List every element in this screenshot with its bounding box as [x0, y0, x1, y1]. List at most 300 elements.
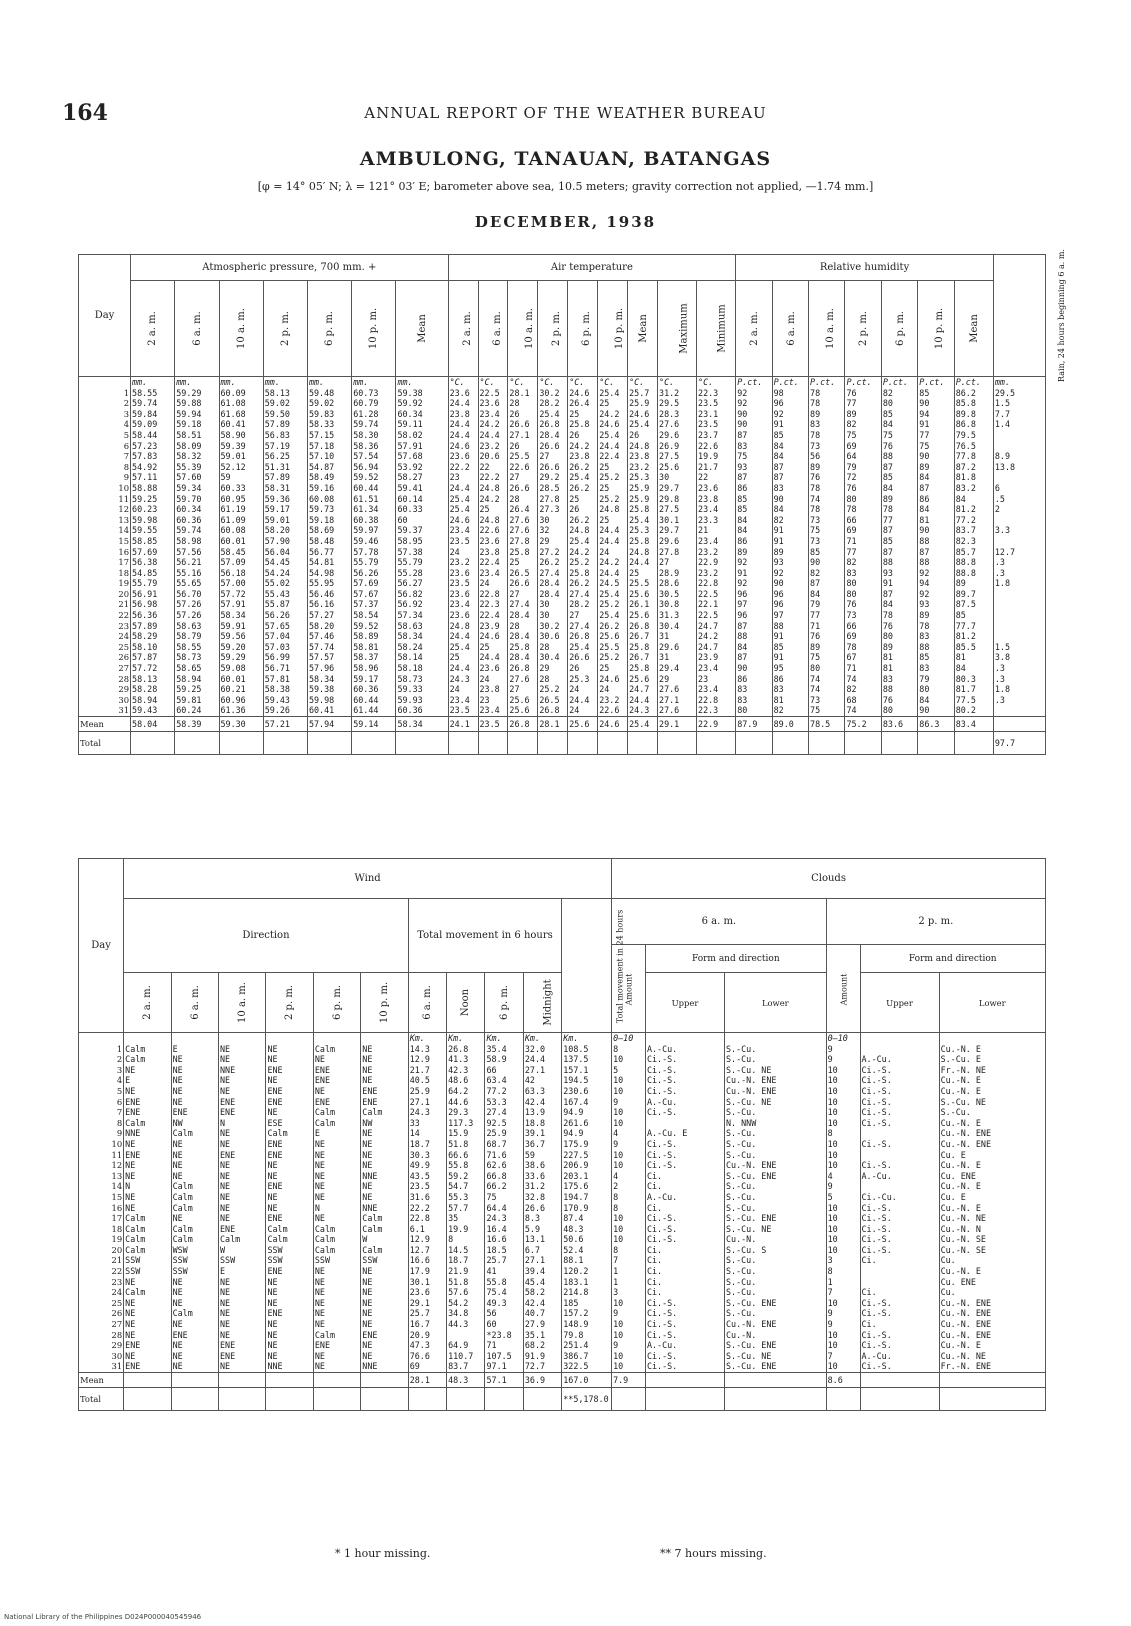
value-cell: 28.4: [508, 652, 538, 663]
value-cell: 25.5: [628, 578, 658, 589]
value-cell: 86: [736, 483, 772, 494]
direction-header: Direction: [124, 899, 409, 973]
value-cell: 74: [809, 494, 845, 505]
table-row: [79, 599, 1046, 610]
mean-cell: 24.6: [598, 717, 628, 732]
value-cell: S.-Cu.: [725, 1054, 827, 1065]
value-cell: ENE: [313, 1097, 360, 1108]
value-cell: 10: [612, 1086, 646, 1097]
value-cell: NE: [313, 1308, 360, 1319]
value-cell: 28.3: [658, 409, 697, 420]
value-cell: 60.95: [219, 494, 263, 505]
value-cell: 59.16: [307, 483, 351, 494]
value-cell: 54.98: [307, 568, 351, 579]
value-cell: 88: [772, 621, 808, 632]
value-cell: NE: [171, 1213, 218, 1224]
value-cell: 55.79: [396, 557, 448, 568]
unit-cell: Km.: [562, 1033, 612, 1044]
value-cell: 81: [918, 515, 954, 526]
table-row: [79, 1086, 1046, 1097]
value-cell: 120.2: [562, 1266, 612, 1277]
value-cell: 203.1: [562, 1171, 612, 1182]
value-cell: 57.67: [352, 589, 396, 600]
value-cell: 81: [881, 652, 917, 663]
value-cell: 75: [809, 652, 845, 663]
value-cell: 26.6: [508, 578, 538, 589]
value-cell: 59.98: [131, 515, 175, 526]
value-cell: 7: [612, 1255, 646, 1266]
value-cell: 61.68: [219, 409, 263, 420]
value-cell: NE: [266, 1330, 313, 1341]
value-cell: 90: [736, 419, 772, 430]
value-cell: 92: [918, 589, 954, 600]
value-cell: 60.44: [352, 483, 396, 494]
value-cell: NE: [219, 1277, 266, 1288]
value-cell: 23.5: [697, 419, 736, 430]
value-cell: 58.14: [396, 652, 448, 663]
value-cell: 60.34: [175, 504, 219, 515]
value-cell: 24.7: [697, 621, 736, 632]
value-cell: NE: [313, 1319, 360, 1330]
value-cell: 83.2: [954, 483, 993, 494]
value-cell: 61.36: [219, 705, 263, 716]
value-cell: 85.5: [954, 642, 993, 653]
day-header-2: Day: [79, 859, 124, 1033]
table-row: [79, 1319, 1046, 1330]
value-cell: 84: [736, 642, 772, 653]
value-cell: 29.5: [658, 398, 697, 409]
day-cell: 19: [79, 578, 131, 589]
mean-cell: 22.9: [697, 717, 736, 732]
value-cell: 28.4: [508, 631, 538, 642]
table-row: [79, 1361, 1046, 1372]
value-cell: 58.65: [175, 663, 219, 674]
day-cell: 27: [79, 663, 131, 674]
value-cell: 24.8: [598, 504, 628, 515]
value-cell: 24.8: [478, 515, 508, 526]
value-cell: 24.4: [628, 695, 658, 706]
value-cell: 25.8: [628, 663, 658, 674]
value-cell: 83: [881, 674, 917, 685]
value-cell: 30.1: [658, 515, 697, 526]
value-cell: 23.8: [478, 547, 508, 558]
value-cell: 22.2: [408, 1203, 446, 1214]
value-cell: NE: [171, 1319, 218, 1330]
value-cell: 80: [736, 705, 772, 716]
value-cell: 78: [809, 388, 845, 399]
value-cell: A.-Cu.: [860, 1054, 939, 1065]
value-cell: S.-Cu.: [725, 1044, 827, 1055]
value-cell: 10: [826, 1086, 860, 1097]
value-cell: Ci.-S.: [860, 1308, 939, 1319]
table-row: [79, 1118, 1046, 1129]
value-cell: NE: [313, 1054, 360, 1065]
pressure-group-header: Atmospheric pressure, 700 mm. +: [131, 255, 449, 281]
value-cell: ENE: [219, 1150, 266, 1161]
value-cell: 73: [845, 610, 881, 621]
value-cell: 91: [772, 525, 808, 536]
direction-subheader-4: [313, 973, 360, 1033]
value-cell: 80.2: [954, 705, 993, 716]
value-cell: 25.4: [568, 642, 598, 653]
mean-cell: 75.2: [845, 717, 881, 732]
value-cell: NE: [219, 1319, 266, 1330]
total-empty-cell: [598, 732, 628, 755]
value-cell: 58.48: [307, 536, 351, 547]
value-cell: Cu.-N. N: [939, 1224, 1045, 1235]
total-cell: [219, 1388, 266, 1411]
total-empty-cell: [658, 732, 697, 755]
value-cell: 108.5: [562, 1044, 612, 1055]
value-cell: Calm: [124, 1118, 171, 1129]
value-cell: 25.3: [628, 525, 658, 536]
value-cell: 25.4: [568, 472, 598, 483]
day-cell: 5: [79, 1086, 124, 1097]
value-cell: Calm: [361, 1213, 408, 1224]
value-cell: [993, 631, 1045, 642]
value-cell: W: [219, 1245, 266, 1256]
unit-cell: °C.: [697, 377, 736, 388]
value-cell: 32.0: [523, 1044, 561, 1055]
direction-subheader-0: [124, 973, 171, 1033]
value-cell: S.-Cu.: [725, 1139, 827, 1150]
table-row: [79, 1308, 1046, 1319]
unit-cell: °C.: [448, 377, 478, 388]
value-cell: 23.2: [478, 441, 508, 452]
value-cell: 26.4: [568, 398, 598, 409]
value-cell: 96: [736, 610, 772, 621]
value-cell: NE: [266, 1044, 313, 1055]
value-cell: NE: [266, 1075, 313, 1086]
value-cell: 23.9: [478, 621, 508, 632]
value-cell: 57.69: [131, 547, 175, 558]
value-cell: 85: [881, 409, 917, 420]
value-cell: 58.18: [396, 663, 448, 674]
value-cell: 26.8: [568, 631, 598, 642]
value-cell: 59.83: [307, 409, 351, 420]
value-cell: 58.27: [396, 472, 448, 483]
value-cell: 49.3: [485, 1298, 523, 1309]
value-cell: [993, 430, 1045, 441]
value-cell: NW: [361, 1118, 408, 1129]
unit-cell: Km.: [523, 1033, 561, 1044]
value-cell: 25: [508, 557, 538, 568]
value-cell: 79: [845, 462, 881, 473]
value-cell: 24.3: [485, 1213, 523, 1224]
table-row: [79, 631, 1046, 642]
value-cell: 56.92: [396, 599, 448, 610]
table-row: [79, 1234, 1046, 1245]
value-cell: 57.68: [396, 451, 448, 462]
value-cell: 56.36: [131, 610, 175, 621]
value-cell: 80: [809, 663, 845, 674]
pressure-subheader-0: [131, 281, 175, 377]
value-cell: 56.98: [131, 599, 175, 610]
value-cell: 23.6: [478, 536, 508, 547]
value-cell: 86.2: [954, 388, 993, 399]
value-cell: 77: [809, 610, 845, 621]
value-cell: 8: [612, 1192, 646, 1203]
unit-cell: P.ct.: [736, 377, 772, 388]
value-cell: 9: [612, 1308, 646, 1319]
total-label-2: Total: [79, 1388, 124, 1411]
value-cell: 87: [736, 652, 772, 663]
value-cell: 25.8: [628, 536, 658, 547]
unit-cell: mm.: [993, 377, 1045, 388]
value-cell: 66.2: [485, 1181, 523, 1192]
total-cell: [447, 1388, 485, 1411]
value-cell: NE: [266, 1054, 313, 1065]
value-cell: NE: [124, 1192, 171, 1203]
value-cell: NE: [313, 1213, 360, 1224]
value-cell: Ci.-S.: [860, 1107, 939, 1118]
value-cell: Ci.-S.: [860, 1160, 939, 1171]
value-cell: 25.2: [598, 494, 628, 505]
value-cell: 57.04: [263, 631, 307, 642]
value-cell: Cu.-N. ENE: [939, 1319, 1045, 1330]
value-cell: 44.3: [447, 1319, 485, 1330]
value-cell: 82: [845, 684, 881, 695]
value-cell: 83: [845, 568, 881, 579]
mean-cell: 57.1: [485, 1373, 523, 1388]
cloud-6am-header: 6 a. m.: [612, 899, 827, 945]
movement-subheader-label-0: 6 a. m.: [421, 985, 433, 1020]
value-cell: 10: [612, 1213, 646, 1224]
value-cell: 71: [845, 663, 881, 674]
value-cell: Cu.-N. ENE: [939, 1308, 1045, 1319]
value-cell: 60.33: [219, 483, 263, 494]
value-cell: 27.4: [568, 621, 598, 632]
value-cell: 23.4: [478, 568, 508, 579]
total-empty-cell: [448, 732, 478, 755]
value-cell: 58.02: [396, 430, 448, 441]
value-cell: NE: [361, 1054, 408, 1065]
value-cell: 23.4: [478, 409, 508, 420]
value-cell: 79.8: [562, 1330, 612, 1341]
value-cell: 57.26: [175, 599, 219, 610]
value-cell: NE: [361, 1298, 408, 1309]
day-cell: 23: [79, 1277, 124, 1288]
value-cell: 57.37: [352, 599, 396, 610]
value-cell: NE: [124, 1171, 171, 1182]
value-cell: 85: [954, 610, 993, 621]
unit-cell: °C.: [538, 377, 568, 388]
value-cell: 77.8: [954, 451, 993, 462]
value-cell: NE: [313, 1287, 360, 1298]
value-cell: 27.3: [538, 504, 568, 515]
value-cell: 91.9: [523, 1351, 561, 1362]
value-cell: 25.4: [448, 504, 478, 515]
total-cell: [171, 1388, 218, 1411]
unit-cell: mm.: [175, 377, 219, 388]
value-cell: 60.96: [219, 695, 263, 706]
value-cell: 30: [538, 515, 568, 526]
value-cell: 6: [993, 483, 1045, 494]
value-cell: 28.4: [538, 589, 568, 600]
value-cell: 21.7: [408, 1065, 446, 1076]
value-cell: NE: [124, 1351, 171, 1362]
value-cell: 8: [612, 1044, 646, 1055]
value-cell: NE: [361, 1160, 408, 1171]
value-cell: 57.03: [263, 642, 307, 653]
value-cell: SSW: [361, 1255, 408, 1266]
value-cell: 60.08: [307, 494, 351, 505]
value-cell: 60.41: [307, 705, 351, 716]
mean-cell: 26.8: [508, 717, 538, 732]
value-cell: 10: [612, 1361, 646, 1372]
value-cell: 58.73: [396, 674, 448, 685]
table-row: [79, 705, 1046, 716]
value-cell: 59.25: [131, 494, 175, 505]
value-cell: 10: [612, 1224, 646, 1235]
value-cell: NE: [313, 1361, 360, 1372]
value-cell: 66.6: [447, 1150, 485, 1161]
value-cell: 10: [612, 1351, 646, 1362]
value-cell: 25.4: [598, 610, 628, 621]
value-cell: 58.89: [352, 631, 396, 642]
value-cell: 24.7: [628, 684, 658, 695]
value-cell: ENE: [361, 1097, 408, 1108]
value-cell: [860, 1150, 939, 1161]
value-cell: 28.6: [658, 578, 697, 589]
value-cell: 69: [845, 525, 881, 536]
value-cell: 86: [736, 674, 772, 685]
value-cell: 93: [918, 599, 954, 610]
value-cell: 91: [772, 419, 808, 430]
value-cell: 23.2: [628, 462, 658, 473]
value-cell: NE: [313, 1192, 360, 1203]
value-cell: 24.6: [448, 441, 478, 452]
value-cell: 23.4: [448, 599, 478, 610]
value-cell: 87: [918, 547, 954, 558]
value-cell: 80.3: [954, 674, 993, 685]
value-cell: 85.8: [954, 398, 993, 409]
value-cell: NE: [219, 1075, 266, 1086]
value-cell: Calm: [124, 1044, 171, 1055]
value-cell: 56.46: [307, 589, 351, 600]
value-cell: 23.4: [697, 663, 736, 674]
value-cell: 26.8: [628, 621, 658, 632]
value-cell: 53.3: [485, 1097, 523, 1108]
value-cell: 24: [478, 674, 508, 685]
value-cell: 55.8: [485, 1277, 523, 1288]
value-cell: 24.6: [478, 631, 508, 642]
value-cell: 25.4: [598, 430, 628, 441]
value-cell: 29.7: [658, 483, 697, 494]
value-cell: 58.55: [175, 642, 219, 653]
value-cell: 78: [845, 642, 881, 653]
value-cell: 28.4: [508, 610, 538, 621]
value-cell: 31.2: [523, 1181, 561, 1192]
table-row: [79, 1330, 1046, 1341]
value-cell: 170.9: [562, 1203, 612, 1214]
value-cell: 22.8: [697, 695, 736, 706]
value-cell: 25.9: [408, 1086, 446, 1097]
value-cell: 87: [881, 589, 917, 600]
value-cell: 87: [736, 621, 772, 632]
table-row: [79, 1213, 1046, 1224]
value-cell: 23.6: [408, 1287, 446, 1298]
value-cell: Ci.-S.: [645, 1308, 724, 1319]
value-cell: [993, 536, 1045, 547]
table-row: [79, 642, 1046, 653]
value-cell: 82: [772, 705, 808, 716]
value-cell: 87.2: [954, 462, 993, 473]
day-cell: 13: [79, 1171, 124, 1182]
value-cell: Ci.-S.: [645, 1054, 724, 1065]
direction-subheader-3: [266, 973, 313, 1033]
value-cell: 19.9: [697, 451, 736, 462]
value-cell: 25.4: [568, 536, 598, 547]
value-cell: 96: [772, 599, 808, 610]
value-cell: 13.1: [523, 1234, 561, 1245]
table-row: [79, 462, 1046, 473]
table-row: [79, 1160, 1046, 1171]
value-cell: 56.26: [263, 610, 307, 621]
table-row: [79, 1181, 1046, 1192]
value-cell: NE: [171, 1351, 218, 1362]
value-cell: .3: [993, 695, 1045, 706]
value-cell: 58.51: [175, 430, 219, 441]
total-cell: [826, 1388, 860, 1411]
value-cell: 90: [772, 578, 808, 589]
table-row: [79, 515, 1046, 526]
value-cell: 22.5: [697, 589, 736, 600]
value-cell: 25.8: [508, 642, 538, 653]
value-cell: Cu.-N.: [725, 1330, 827, 1341]
page-number: 164: [62, 100, 108, 126]
value-cell: Ci.-S.: [860, 1203, 939, 1214]
value-cell: SSW: [171, 1255, 218, 1266]
hum-subheader-label-0: 2 a. m.: [748, 311, 760, 346]
value-cell: 58.63: [175, 621, 219, 632]
value-cell: ENE: [266, 1266, 313, 1277]
value-cell: 25: [478, 504, 508, 515]
value-cell: 7.7: [993, 409, 1045, 420]
day-cell: 10: [79, 1139, 124, 1150]
value-cell: 59.74: [175, 525, 219, 536]
value-cell: NE: [219, 1171, 266, 1182]
value-cell: 26.5: [508, 568, 538, 579]
value-cell: 79: [809, 599, 845, 610]
value-cell: 26.8: [508, 663, 538, 674]
value-cell: Cu.-N. ENE: [939, 1128, 1045, 1139]
value-cell: 24.2: [598, 409, 628, 420]
value-cell: 56.04: [263, 547, 307, 558]
value-cell: 92: [736, 578, 772, 589]
value-cell: 10: [826, 1107, 860, 1118]
value-cell: Cu.-N. E: [939, 1086, 1045, 1097]
value-cell: 61.51: [352, 494, 396, 505]
value-cell: Ci.-S.: [860, 1075, 939, 1086]
day-cell: 26: [79, 652, 131, 663]
value-cell: 59.20: [219, 642, 263, 653]
value-cell: 84: [809, 589, 845, 600]
value-cell: 80: [881, 398, 917, 409]
value-cell: 55.43: [263, 589, 307, 600]
value-cell: 81.8: [954, 472, 993, 483]
value-cell: 25: [598, 515, 628, 526]
value-cell: ENE: [219, 1107, 266, 1118]
value-cell: 9: [826, 1054, 860, 1065]
value-cell: 23.6: [448, 568, 478, 579]
value-cell: 4: [612, 1171, 646, 1182]
pressure-subheader-4: [307, 281, 351, 377]
value-cell: Ci.: [860, 1319, 939, 1330]
value-cell: 76: [881, 441, 917, 452]
value-cell: 91: [918, 419, 954, 430]
rain-header: Rain, 24 hours beginning 6 a. m.: [993, 255, 1045, 377]
